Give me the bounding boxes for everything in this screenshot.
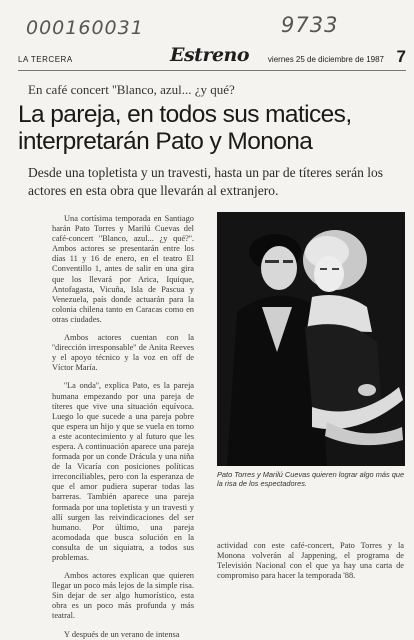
handwritten-reference-number: 9733 (281, 13, 339, 37)
page-header (18, 46, 406, 71)
issue-date: viernes 25 de diciembre de 1987 (267, 55, 384, 64)
article-photo (217, 212, 405, 466)
newspaper-name: LA TERCERA (18, 55, 73, 64)
body-paragraph: Ambos actores cuentan con la ''dirección irresponsable'' de Anita Reeves y el apoyo técnico y la voz en off de Víctor María. (52, 333, 194, 373)
article-deck: Desde una topletista y un travesti, hasta un par de títeres serán los actores en esta obra que llevarán al extranjero. (28, 165, 384, 198)
article-headline: La pareja, en todos sus matices, interpretarán Pato y Monona (18, 101, 352, 155)
article-column-right (217, 541, 404, 599)
body-paragraph: actividad con este café-concert, Pato Torres y la Monona volverán al Jappening, el programa de Televisión Nacional con el que ya hay una carta de compromiso para hacer la temporada '88. (217, 541, 404, 581)
photo-caption: Pato Torres y Marilú Cuevas quieren lograr algo más que la risa de los espectadores. (217, 470, 405, 488)
body-paragraph: ''La onda'', explica Pato, es la pareja humana empezando por una pareja de títeres que vive una situación equívoca. Luego lo que sucede a una pareja pobre que espera un hijo y que se vuela en torno a este acontecimiento y al futuro que les espera. A continuación aparece una pareja formada por un conde Drácula y una niña de la Vicaría con posiciones políticas irreconciliables, pero con la esperanza de que el amor pudiera superar todas las barreras. También aparece una pareja formada por una topletista y un travesti y allí surgen las reivindicaciones del ser humano. Por último, una pareja acomodada que busca solución en la consulta de un siquiatra, a todos sus problemas. (52, 381, 194, 562)
body-paragraph: Una cortísima temporada en Santiago harán Pato Torres y Marilú Cuevas del café-concert ''Blanco, azul... ¿y qué?''. Ambos actores se presentarán entre los días 11 y 16 de enero, en el teatro El Conventillo 1, antes de salir en una gira que los llevará por Arica, Iquique, Antofagasta, Vicuña, Isla de Pascua y Venezuela, país donde actuarán para la colonia chilena tanto en Caracas como en otras ciudades. (52, 214, 194, 324)
handwritten-archive-number: 000160031 (26, 17, 144, 39)
body-paragraph: Y después de un verano de intensa (64, 629, 180, 639)
page-number: 7 (396, 47, 406, 66)
section-title: Estreno (170, 44, 250, 66)
article-kicker: En café concert ''Blanco, azul... ¿y qué? (28, 82, 235, 97)
article-column-left (52, 214, 194, 639)
body-paragraph: Ambos actores explican que quieren llegar un poco más lejos de la simple risa. Sin dejar de ser algo humorístico, esta obra es un poco más profunda y más teatral. (52, 571, 194, 621)
